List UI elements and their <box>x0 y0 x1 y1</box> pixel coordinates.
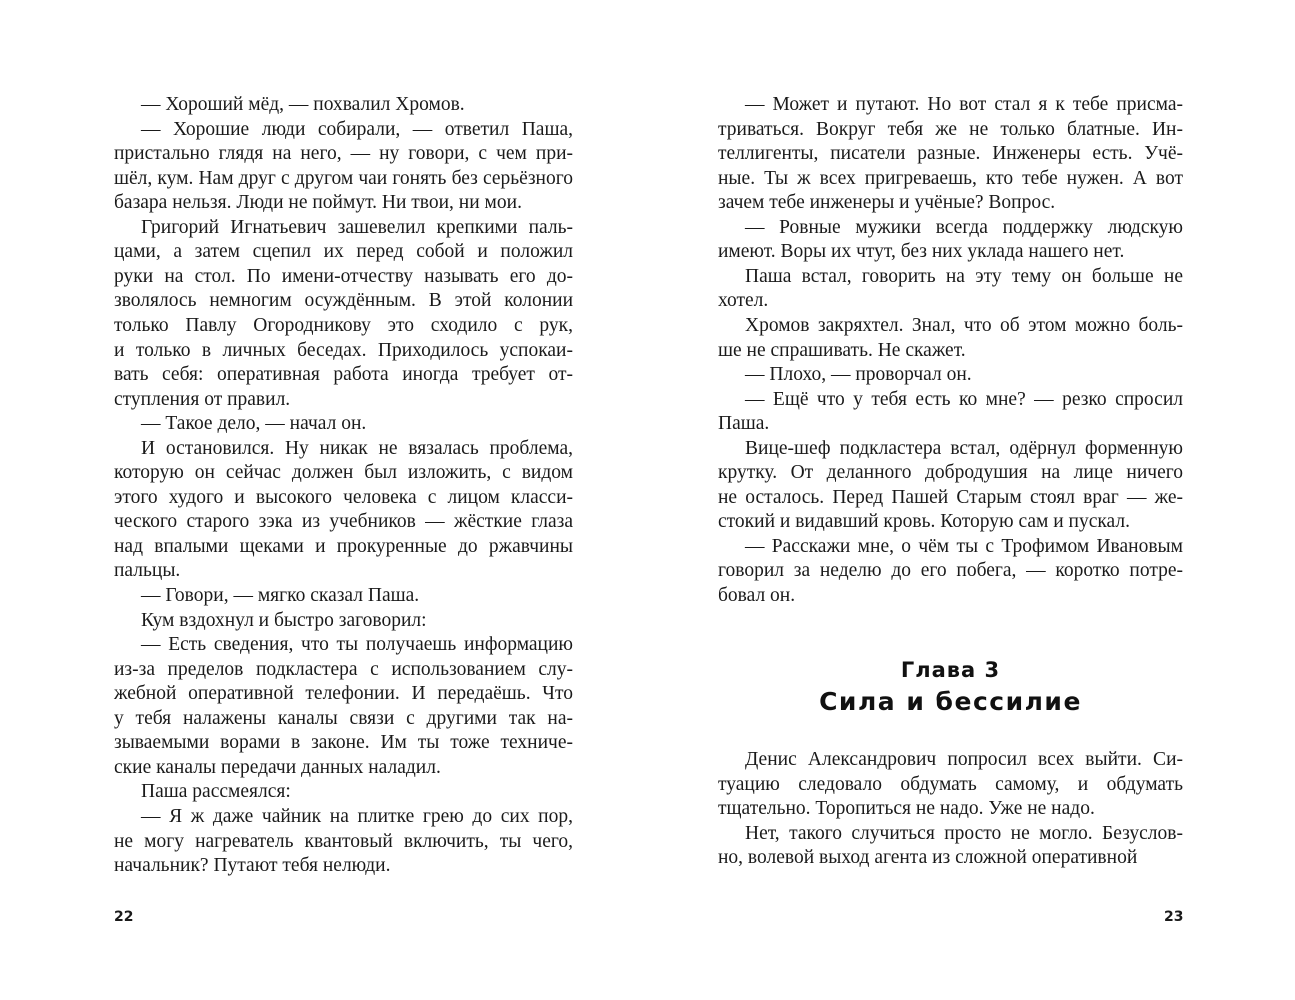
right-page <box>648 0 1295 1000</box>
text-line: зачем тебе инженеры и учёные? Вопрос. <box>718 192 1056 214</box>
text-line: шёл, кум. Нам друг с другом чаи гонять без серьёзного <box>114 167 573 189</box>
text-line: зволялось немногим осуждённым. В этой колонии <box>114 290 573 312</box>
left-page-number: 22 <box>114 909 134 925</box>
text-line: жебной оперативной телефонии. И передаёшь. Что <box>114 683 573 705</box>
text-line: И остановился. Ну никак не вязалась проблема, <box>141 437 573 459</box>
text-line: начальник? Путают тебя нелюди. <box>114 855 391 877</box>
text-line: не могу нагреватель квантовый включить, ты чего, <box>114 830 573 852</box>
text-line: крутку. От деланного добродушия на лице ничего <box>718 462 1183 484</box>
text-line: зываемыми ворами в законе. Им ты тоже техниче- <box>114 732 573 754</box>
text-line: и только в личных беседах. Приходилось успокаи- <box>114 339 573 361</box>
text-line: пальцы. <box>114 560 181 582</box>
text-line: над впалыми щеками и прокуренные до ржавчины <box>114 535 573 557</box>
text-line: только Павлу Огородникову это сходило с рук, <box>114 314 573 336</box>
text-line: туацию следовало обдумать самому, и обдумать <box>718 773 1183 795</box>
text-line: имеют. Воры их чтут, без них уклада нашего нет. <box>718 241 1125 263</box>
text-line: тщательно. Торопиться не надо. Уже не надо. <box>718 798 1095 820</box>
chapter-title: Сила и бессилие <box>819 687 1082 716</box>
text-line: — Ровные мужики всегда поддержку людскую <box>745 216 1183 238</box>
text-line: триваться. Вокруг тебя же не только блатные. Ин- <box>718 118 1183 140</box>
text-line: цами, а затем сцепил их перед собой и положил <box>114 241 573 263</box>
text-line: не осталось. Перед Пашей Старым стоял враг — же- <box>718 486 1183 508</box>
text-line: Паша рассмеялся: <box>141 781 291 803</box>
text-line: пристально глядя на него, — ну говори, с чем при- <box>114 143 573 165</box>
text-line: ческого старого зэка из учебников — жёсткие глаза <box>114 511 573 533</box>
text-line: которую он сейчас должен был изложить, с видом <box>114 462 573 484</box>
text-line: — Ещё что у тебя есть ко мне? — резко спросил <box>745 388 1183 410</box>
text-line: Вице-шеф подкластера встал, одёрнул форменную <box>745 437 1183 459</box>
text-line: хотел. <box>718 290 769 312</box>
text-line: из-за пределов подкластера с использованием слу- <box>114 658 573 680</box>
text-line: Хромов закряхтел. Знал, что об этом можно боль- <box>745 314 1183 336</box>
text-line: вать себя: оперативная работа иногда требует от- <box>114 364 573 386</box>
text-line: базара нельзя. Люди не поймут. Ни твои, ни мои. <box>114 192 522 214</box>
text-line: стокий и видавший кровь. Которую сам и пускал. <box>718 511 1130 533</box>
text-line: Нет, такого случиться просто не могло. Безуслов- <box>745 822 1183 844</box>
text-line: — Хорошие люди собирали, — ответил Паша, <box>141 118 573 140</box>
text-line: ступления от правил. <box>114 388 291 410</box>
text-line: этого худого и высокого человека с лицом класси- <box>114 486 573 508</box>
text-line: ные. Ты ж всех пригреваешь, кто тебе нужен. А вот <box>718 167 1183 189</box>
text-line: — Есть сведения, что ты получаешь информацию <box>141 634 573 656</box>
text-line: ские каналы передачи данных наладил. <box>114 756 441 778</box>
text-line: Григорий Игнатьевич зашевелил крепкими паль- <box>141 216 573 238</box>
text-line: — Может и путают. Но вот стал я к тебе присма- <box>745 94 1183 115</box>
right-page-number: 23 <box>1164 909 1184 925</box>
text-line: руки на стол. По имени-отчеству называть его до- <box>114 265 573 287</box>
text-line: — Говори, — мягко сказал Паша. <box>141 585 420 606</box>
text-line: Паша. <box>718 413 770 435</box>
chapter-number: Глава 3 <box>900 658 1001 682</box>
text-line: говорил за неделю до его побега, — коротко потре- <box>718 560 1183 582</box>
text-line: но, волевой выход агента из сложной оперативной <box>718 847 1138 869</box>
text-line: — Плохо, — проворчал он. <box>745 364 972 386</box>
text-line: Паша встал, говорить на эту тему он больше не <box>745 265 1183 287</box>
left-page <box>0 0 647 1000</box>
text-line: бовал он. <box>718 585 796 606</box>
text-line: ше не спрашивать. Не скажет. <box>718 339 966 361</box>
text-line: у тебя налажены каналы связи с другими так на- <box>114 707 573 729</box>
text-line: — Хороший мёд, — похвалил Хромов. <box>141 94 465 115</box>
text-line: Денис Александрович попросил всех выйти. Си- <box>745 749 1183 770</box>
text-line: Кум вздохнул и быстро заговорил: <box>141 609 427 631</box>
text-line: — Расскажи мне, о чём ты с Трофимом Ивановым <box>745 535 1183 557</box>
text-line: — Я ж даже чайник на плитке грею до сих пор, <box>141 805 573 827</box>
text-line: — Такое дело, — начал он. <box>141 413 367 435</box>
text-line: теллигенты, писатели разные. Инженеры есть. Учё- <box>718 143 1183 165</box>
